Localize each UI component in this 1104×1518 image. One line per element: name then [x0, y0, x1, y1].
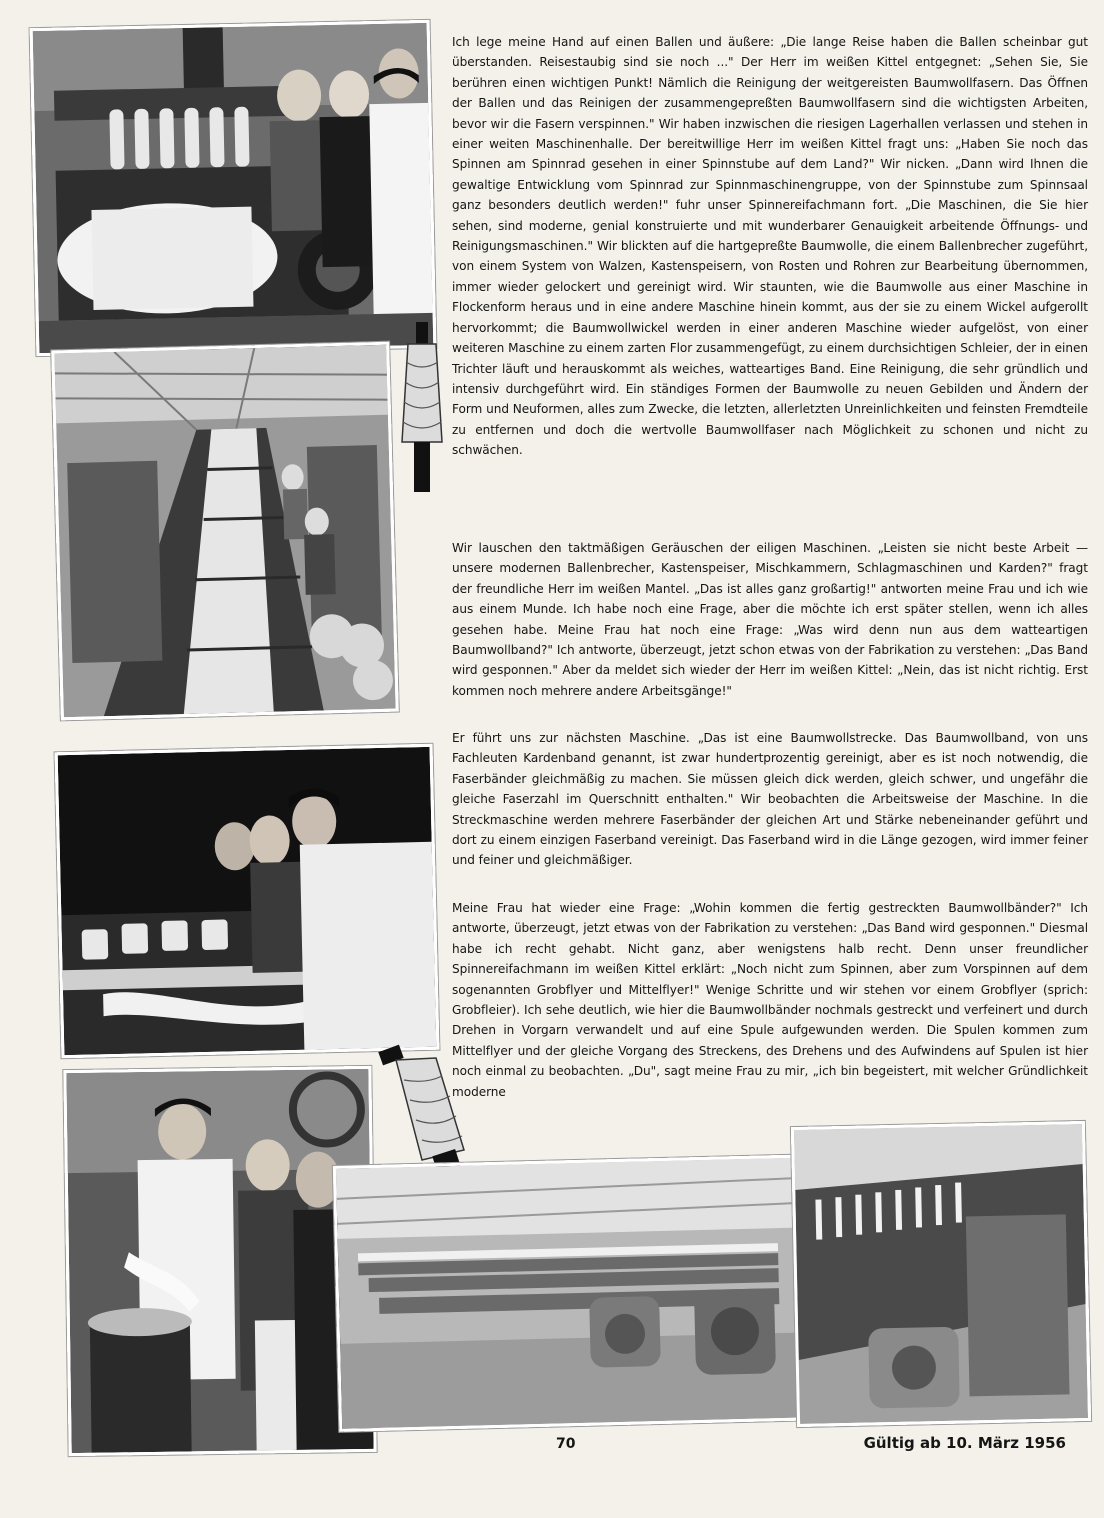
- validity-date: Gültig ab 10. März 1956: [863, 1434, 1066, 1452]
- photo-ring-frame-row: [791, 1121, 1091, 1427]
- article-paragraph-3: Er führt uns zur nächsten Maschine. „Das ist eine Baumwollstrecke. Das Baumwollband, von uns Fachleuten Kardenband genannt, ist zwar hundertprozentig gereinigt, aber es ist noch notwendig, die Faserbänder gleichmäßig zu machen. Sie müssen gleich dick werden, gleich schwer, und ungefähr die gleiche Faserzahl im Querschnitt enthalten." Wir beobachten die Arbeitsweise der Maschine. In die Streckmaschine werden mehrere Faserbänder der gleichen Art und Stärke nebeneinander geführt und dort zu einem einzigen Faserband vereinigt. Das Faserband wird in die Länge gezogen, wird immer feiner und feiner und gleichmäßiger.: [452, 731, 1088, 868]
- page-number: 70: [556, 1436, 576, 1452]
- article-paragraph-4: Meine Frau hat wieder eine Frage: „Wohin kommen die fertig gestreckten Baumwollbänder?" Ich antworte, überzeugt, jetzt etwas von der Fabrikation zu verstehen: „Das Band wird gesponnen." Diesmal habe ich recht gehabt. Nicht ganz, aber wenigstens halb recht. Denn unser freundlicher Spinnereifachmann im weißen Kittel erklärt: „Noch nicht zum Spinnen, aber zum Vorspinnen auf dem sogenannten Grobflyer und Mittelflyer!" Wenige Schritte und wir stehen vor einem Grobflyer (sprich: Grobfleier). Ich sehe deutlich, wie hier die Baumwollbänder nochmals gestreckt und verfeinert und durch Drehen in Vorgarn verwandelt und auf eine Spule aufgewunden werden. Die Spulen kommen zum Mittelflyer und der gleiche Vorgang des Streckens, des Drehens und des Aufwindens auf Spulen ist hier noch einmal zu beobachten. „Du", sagt meine Frau zu mir, „ich bin begeistert, mit welcher Gründlichkeit moderne: [452, 901, 1088, 1099]
- photo-ring-frames: [333, 1154, 823, 1432]
- photo-opening-machine: [30, 20, 437, 356]
- article-paragraph-1: Ich lege meine Hand auf einen Ballen und äußere: „Die lange Reise haben die Ballen scheinbar gut überstanden. Reisestaubig sind sie noch ..." Der Herr im weißen Kittel entgegnet: „Sehen Sie, Sie berühren einen wichtigen Punkt! Nämlich die Reinigung der weitgereisten Baumwollfasern. Das Öffnen der Ballen und das Reinigen der zusammengepreßten Baumwollfasern sind die wichtigsten Arbeiten, bevor wir die Fasern verspinnen." Wir haben inzwischen die riesigen Lagerhallen verlassen und stehen in einer weiten Maschinenhalle. Der bereitwillige Herr im weißen Kittel fragt uns: „Haben Sie noch das Spinnen am Spinnrad gesehen in einer Spinnstube auf dem Land?" Wir nicken. „Dann wird Ihnen die gewaltige Entwicklung vom Spinnrad zur Spinnmaschinengruppe, von der Spinnstube zum Spinnsaal ganz besonders deutlich werden!" fuhr unser Spinnereifachmann fort. „Die Maschinen, die Sie hier sehen, sind moderne, genial konstruierte und mit wunderbarer Genauigkeit arbeitende Öffnungs- und Reinigungsmaschinen." Wir blickten auf die hartgepreßte Baumwolle, die einem Ballenbrecher zugeführt, von einem System von Walzen, Kastenspeisern, von Rosten und Rohren zur Bearbeitung übernommen, immer wieder gelockert und gereinigt wird. Wir staunten, wie die Baumwolle aus einer Maschine in Flockenform heraus und in eine andere Maschine hinein kommt, aus der sie zu einem Wickel aufgerollt hervorkommt; die Baumwollwickel werden in einer anderen Maschine wieder aufgelöst, von einer weiteren Maschine zu einem zarten Flor zusammengefügt, zu einem durchsichtigen Schleier, der in einen Trichter läuft und herauskommt als weiches, watteartiges Band. Eine Reinigung, die sehr gründlich und intensiv durchgeführt wird. Ein ständiges Formen der Baumwolle zu neuen Gebilden und Ändern der Form und Neuformen, alles zum Zwecke, die letzten, allerletzten Unreinlichkeiten und feinsten Fremdteile zu entfernen und doch die wertvolle Baumwollfaser nach Möglichkeit zu schonen und nicht zu schwächen.: [452, 35, 1088, 458]
- spool-illustration-top: [398, 322, 446, 492]
- photo-can-coiler: [63, 1066, 376, 1456]
- photo-draw-frame: [55, 744, 440, 1058]
- article-paragraph-2: Wir lauschen den taktmäßigen Geräuschen der eiligen Maschinen. „Leisten sie nicht beste Arbeit — unsere modernen Ballenbrecher, Kastenspeiser, Mischkammern, Schlagmaschinen und Karden?" fragt der freundliche Herr im weißen Mantel. „Das ist alles ganz großartig!" antworten meine Frau und ich wie aus einem Munde. Ich habe noch eine Frage, aber die möchte ich erst später stellen, wenn ich alles gesehen habe. Meine Frau hat noch eine Frage: „Was wird denn nun aus dem watteartigen Baumwollband?" Ich antworte, überzeugt, jetzt schon etwas von der Fabrikation zu verstehen: „Das Band wird gesponnen." Aber da meldet sich wieder der Herr im weißen Kittel: „Nein, das ist nicht richtig. Erst kommen noch mehrere andere Arbeitsgänge!": [452, 541, 1088, 698]
- photo-sliver-hall: [51, 342, 399, 721]
